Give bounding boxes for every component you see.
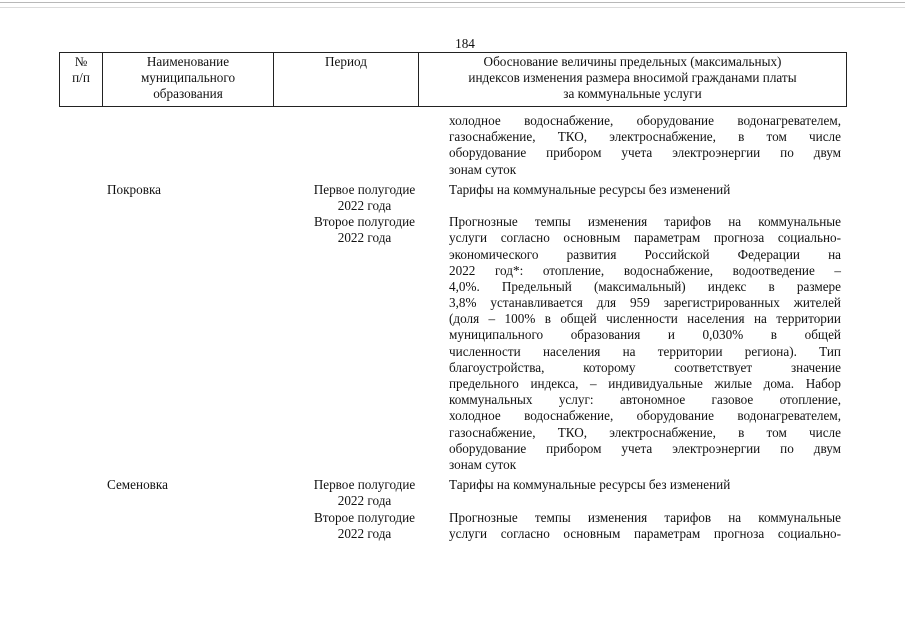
period-label-line1: Первое полугодие <box>313 181 416 197</box>
table-header <box>59 52 847 107</box>
header-col-municipality-line1: Наименование <box>146 54 230 69</box>
continuation-row <box>0 113 905 178</box>
text-line: муниципального образования и 0,030% в общей <box>449 327 841 343</box>
text-line: коммунальных услуг: автономное газовое отопление, <box>449 392 841 408</box>
table-row-semenovka-second-half <box>0 510 905 542</box>
scan-edge-top-secondary <box>0 7 905 8</box>
header-col-basis-line1: Обоснование величины предельных (максимальных) <box>483 54 782 69</box>
period-label-line1: Первое полугодие <box>313 477 416 493</box>
period-label-line1: Второе полугодие <box>313 214 416 230</box>
text-line: Тарифы на коммунальные ресурсы без изменений <box>449 181 731 197</box>
text-line: 2022 год*: отопление, водоснабжение, водоотведение – <box>449 262 841 278</box>
text-line: холодное водоснабжение, оборудование водонагревателем, <box>449 113 841 128</box>
text-line: зонам суток <box>449 456 517 472</box>
period-first-half <box>292 182 437 214</box>
municipality-name: Семеновка <box>107 477 168 493</box>
period-label-line2: 2022 года <box>337 230 392 246</box>
header-col-number-line1: № <box>74 54 88 69</box>
text-line: холодное водоснабжение, оборудование водонагревателем, <box>449 408 841 424</box>
municipality-name: Покровка <box>107 181 161 197</box>
table-row-pokrovka <box>0 181 905 213</box>
text-line: услуги согласно основным параметрам прогноза социально- <box>449 230 841 246</box>
period-label-line2: 2022 года <box>337 197 392 213</box>
header-col-basis-line3: за коммунальные услуги <box>563 86 702 102</box>
text-line: предельного индекса, – индивидуальные жилые дома. Набор <box>449 376 841 391</box>
period-label-line1: Второе полугодие <box>313 509 416 525</box>
text-line: зонам суток <box>449 161 517 177</box>
header-col-period <box>274 53 419 107</box>
table-row-pokrovka-second-half <box>0 214 905 473</box>
period-label-line2: 2022 года <box>337 525 392 541</box>
header-col-number <box>60 53 103 107</box>
continuation-text <box>449 113 841 178</box>
text-line: (доля – 100% в общей численности населения на территории <box>449 311 841 327</box>
text-line: Тарифы на коммунальные ресурсы без изменений <box>449 477 731 493</box>
text-line: оборудование прибором учета электроэнергии по двум <box>449 145 841 161</box>
table-row-semenovka <box>0 477 905 509</box>
period-second-half <box>292 214 437 246</box>
header-col-municipality-line2: муниципального <box>140 70 236 86</box>
period-second-half <box>292 510 437 542</box>
text-line: оборудование прибором учета электроэнергии по двум <box>449 440 841 456</box>
text-line: благоустройства, которому соответствует значение <box>449 359 841 375</box>
period-first-half <box>292 477 437 509</box>
header-col-basis <box>419 53 847 107</box>
header-col-basis-line2: индексов изменения размера вносимой гражданами платы <box>468 70 797 86</box>
page-number: 184 <box>455 36 475 51</box>
text-line: численности населения на территории региона). Тип <box>449 343 841 359</box>
text-line: газоснабжение, ТКО, электроснабжение, в том числе <box>449 129 841 145</box>
basis-second-half <box>449 510 841 542</box>
text-line: услуги согласно основным параметрам прогноза социально- <box>449 525 841 541</box>
basis-second-half <box>449 214 841 473</box>
basis-first-half <box>449 182 841 198</box>
header-col-municipality-line3: образования <box>153 86 223 102</box>
text-line: Прогнозные темпы изменения тарифов на коммунальные <box>449 214 841 230</box>
header-col-period-label: Период <box>325 54 367 69</box>
text-line: экономического развития Российской Федерации на <box>449 246 841 262</box>
basis-first-half <box>449 477 841 493</box>
table-body <box>0 113 905 542</box>
text-line: 3,8% устанавливается для 959 зарегистрированных жителей <box>449 295 841 311</box>
header-col-municipality <box>103 53 274 107</box>
text-line: газоснабжение, ТКО, электроснабжение, в том числе <box>449 424 841 440</box>
header-col-number-line2: п/п <box>72 70 90 86</box>
text-line: Прогнозные темпы изменения тарифов на коммунальные <box>449 509 841 525</box>
text-line: 4,0%. Предельный (максимальный) индекс в размере <box>449 278 841 294</box>
scan-edge-top <box>0 2 905 3</box>
period-label-line2: 2022 года <box>337 493 392 509</box>
